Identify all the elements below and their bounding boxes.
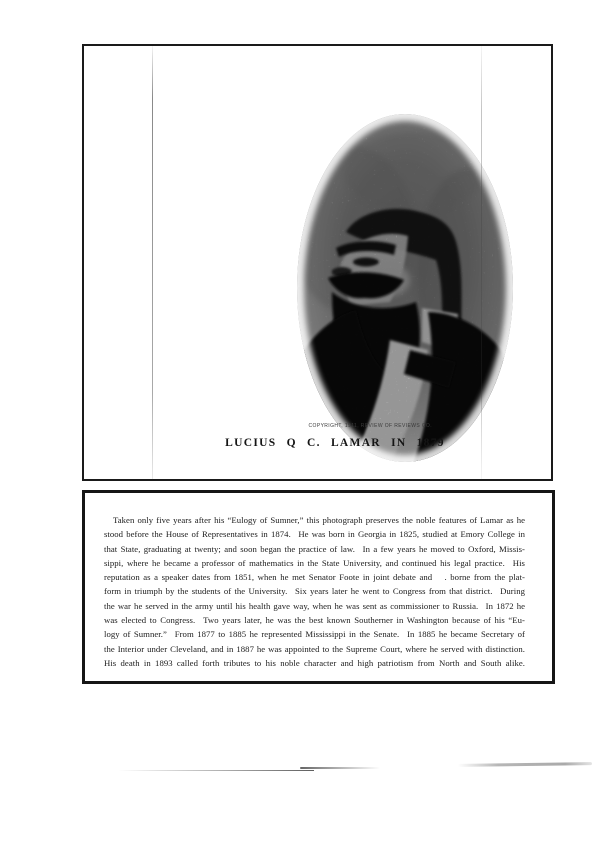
scan-artifact-line [458,762,592,767]
paragraph-line: reputation as a speaker dates from 1851, when he met Senator Foote in joint debate and . borne from the plat- [104,572,525,583]
scan-artifact-line [118,770,314,771]
description-box [82,490,555,684]
paragraph-line: sippi, where he became a professor of mathematics in the State University, and continued his legal practice. His [104,557,525,568]
fold-line-left [152,46,153,480]
paragraph-line: the Interior under Cleveland, and in 1887 he was appointed to the Supreme Court, where he served with distinction. [104,643,525,654]
scan-artifact-line [300,767,380,769]
paragraph-line: form in triumph by the students of the University. Six years later he went to Congress from that district. During [104,586,525,597]
paragraph-line: the war he served in the army until his health gave way, when he was sent as commissioner to Russia. In 1872 he [104,600,525,611]
paragraph-line: Taken only five years after his “Eulogy of Sumner,” this photograph preserves the noble features of Lamar as he [113,515,525,525]
paragraph-line: logy of Sumner.” From 1877 to 1885 he represented Mississippi in the Senate. In 1885 he became Secretary of [104,629,525,640]
paragraph-line: was elected to Congress. Two years later, he was the best known Southerner in Washington because of his “Eu- [104,615,525,626]
portrait-oval-illustration [294,112,516,468]
paragraph-line: stood before the House of Representatives in 1874. He was born in Georgia in 1825, studied at Emory College in [104,529,525,540]
portrait-photo [294,112,516,468]
paragraph-line: His death in 1893 called forth tributes to his noble character and high patriotism from North and South alike. [104,657,525,668]
copyright-line: COPYRIGHT, 1911, REVIEW OF REVIEWS CO. [308,423,432,429]
portrait-caption: LUCIUS Q C. LAMAR IN 1879 [225,437,445,449]
paragraph-line: that State, graduating at twenty; and soon began the practice of law. In a few years he moved to Oxford, Missis- [104,543,525,554]
fold-line-right [481,46,482,480]
